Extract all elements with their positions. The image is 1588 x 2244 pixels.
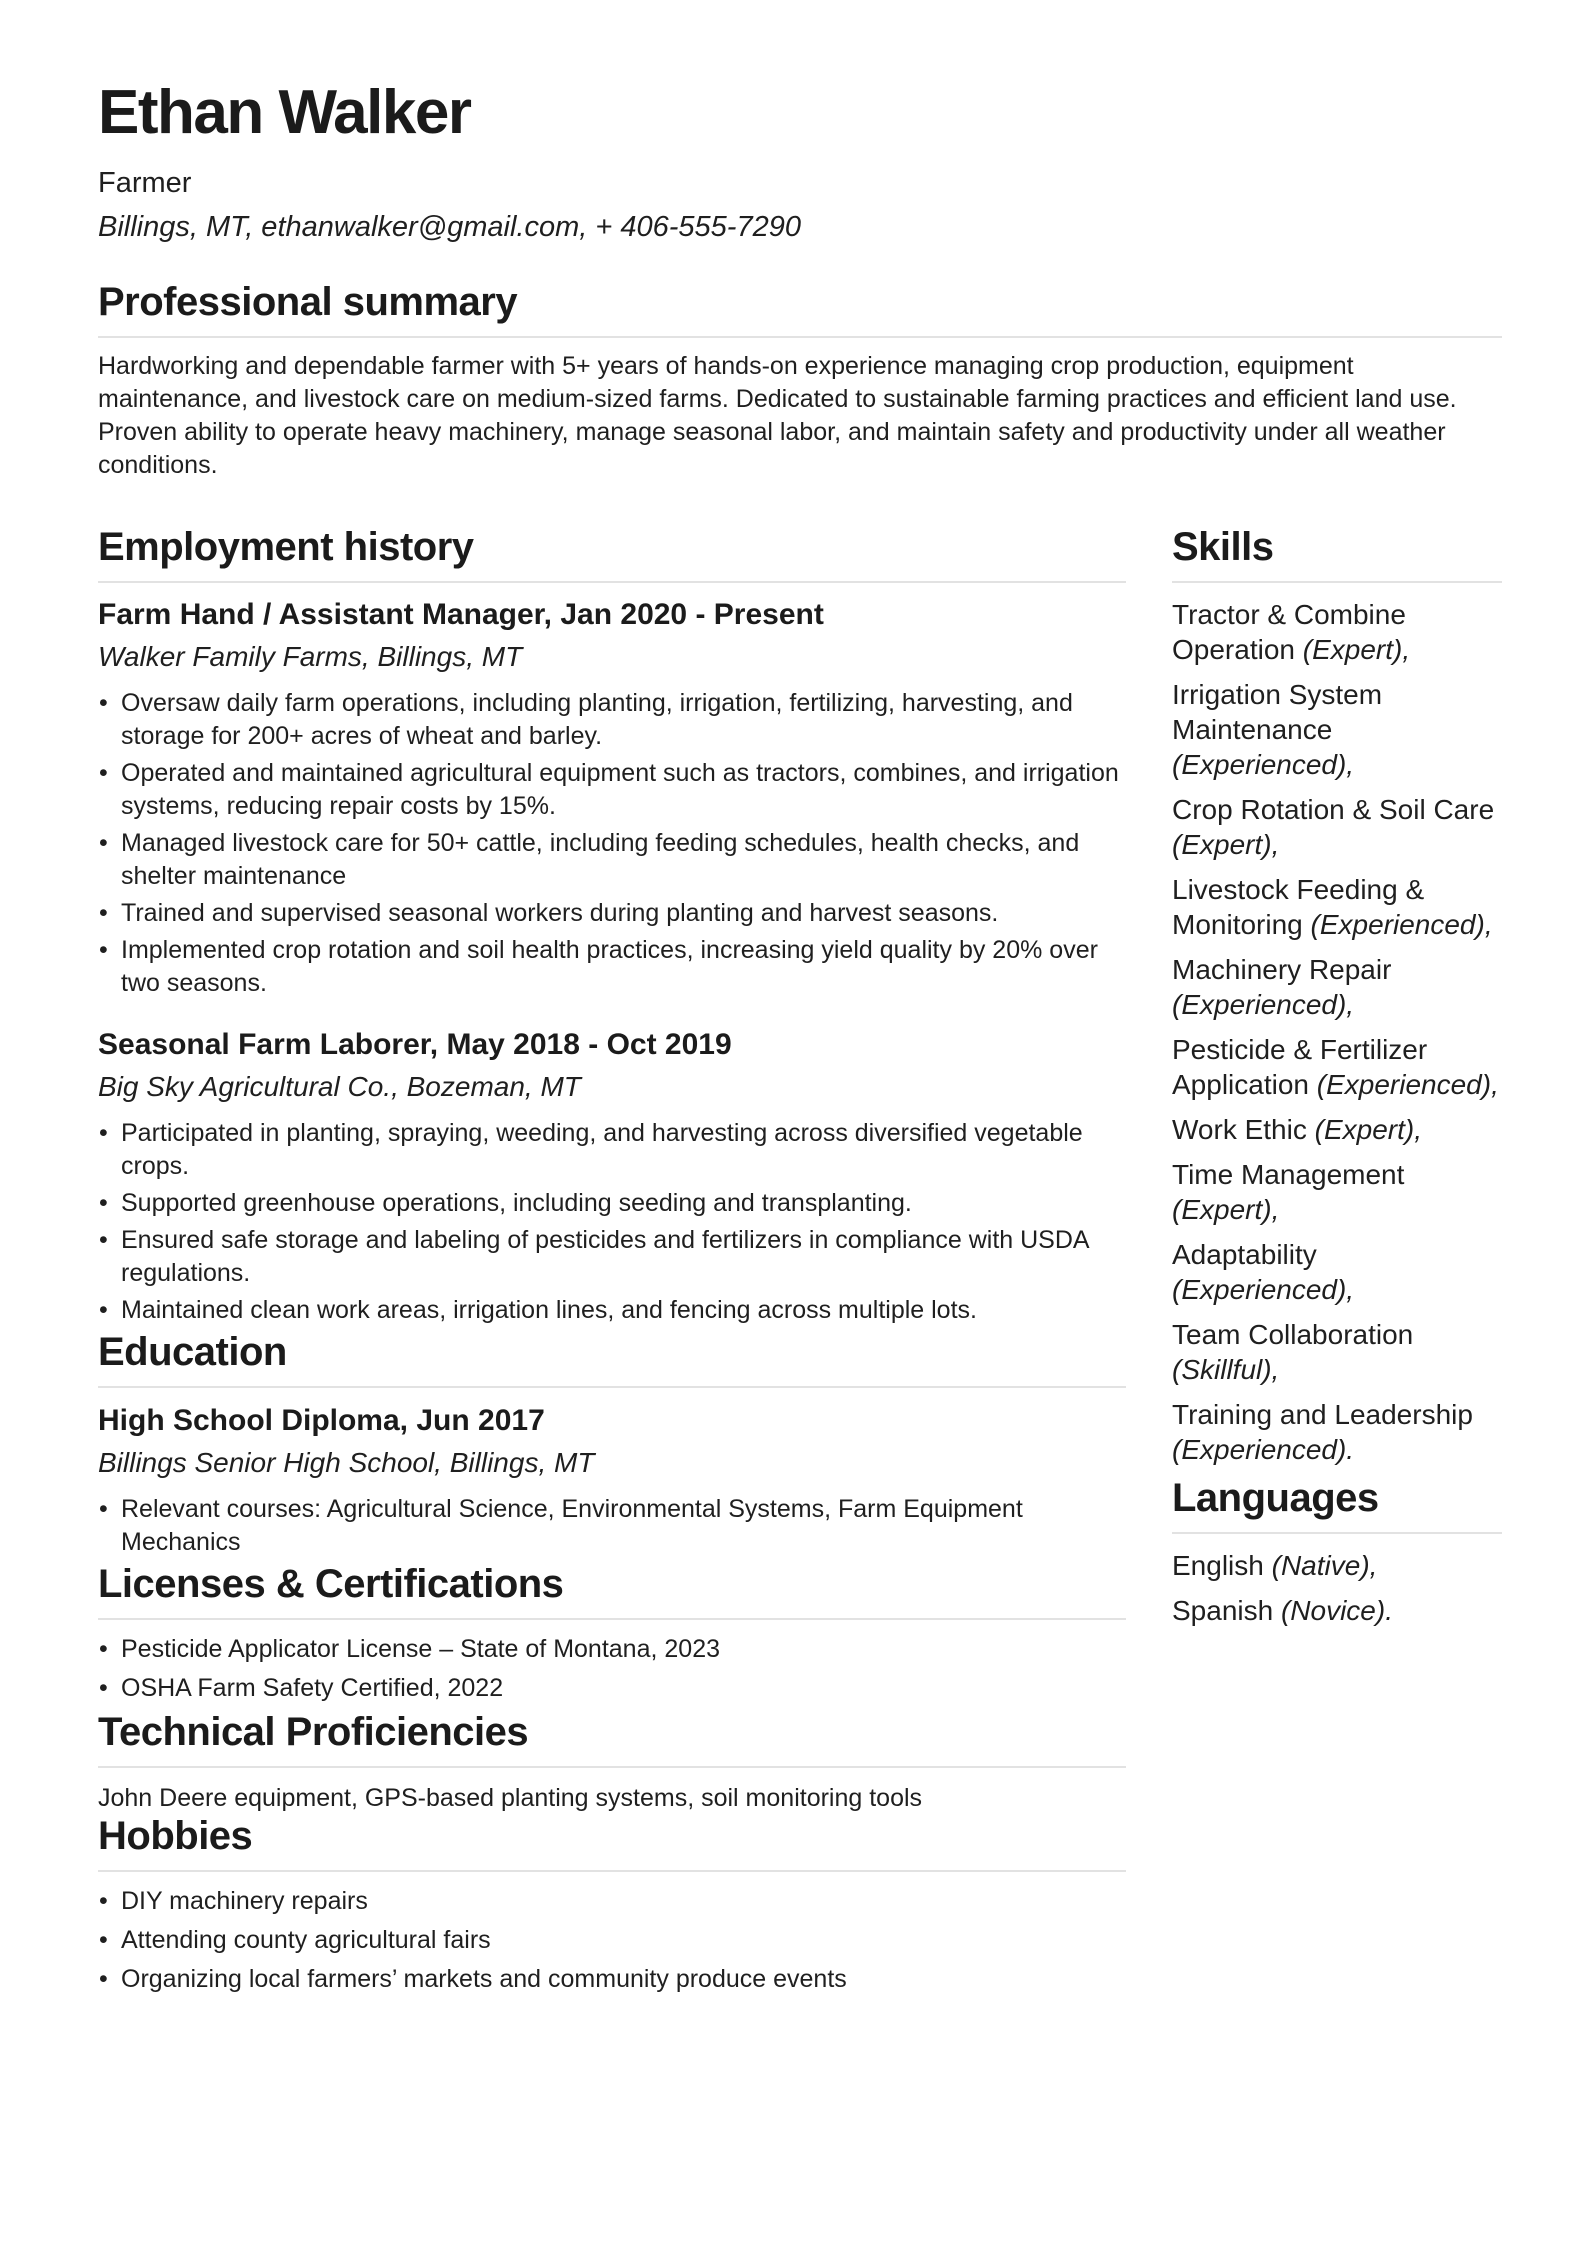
skill-name: Team Collaboration [1172,1318,1414,1350]
hobbies-list [98,1885,1126,1996]
job-company: Walker Family Farms, Billings, MT [98,641,523,673]
skill-item [1172,1157,1502,1227]
language-item [1172,1593,1502,1628]
section-hobbies [98,1815,1126,1996]
education-degree: High School Diploma, Jun 2017 [98,1403,545,1437]
candidate-job-title: Farmer [98,167,192,199]
skill-item [1172,1032,1502,1102]
job-bullet: • Operated and maintained agricultural equipment such as tractors, combines, and irrigation systems, reducing repair costs by 15%. [98,757,1126,823]
skill-name: Machinery Repair [1172,953,1392,985]
heading-licenses-certifications: Licenses & Certifications [98,1563,1126,1620]
skill-name: Work Ethic [1172,1113,1307,1145]
job-bullet: • Oversaw daily farm operations, including planting, irrigation, fertilizing, harvesting, and storage for 200+ acres of wheat and barley. [98,687,1126,753]
two-column-area [98,526,1502,2002]
skill-item [1172,1397,1502,1467]
skill-level: (Experienced), [1310,908,1493,940]
skill-level: (Expert), [1302,633,1411,665]
license-item: • OSHA Farm Safety Certified, 2022 [98,1672,1126,1705]
skill-level: (Experienced), [1172,988,1355,1020]
job-bullet: • Trained and supervised seasonal workers during planting and harvest seasons. [98,897,1126,930]
job-bullet: • Maintained clean work areas, irrigation lines, and fencing across multiple lots. [98,1294,1126,1327]
section-employment-history [98,526,1126,1327]
languages-list [1172,1548,1502,1628]
technical-proficiencies-text: John Deere equipment, GPS-based planting systems, soil monitoring tools [98,1783,923,1812]
skill-item [1172,1317,1502,1387]
job-title: Farm Hand / Assistant Manager, Jan 2020 - Present [98,597,824,631]
section-languages [1172,1477,1502,1628]
contact-line: Billings, MT, ethanwalker@gmail.com, + 406-555-7290 [98,210,801,243]
job-bullet: • Ensured safe storage and labeling of pesticides and fertilizers in compliance with USDA regulations. [98,1224,1126,1290]
skill-level: (Skillful), [1172,1353,1280,1385]
resume-header [98,78,1502,245]
skill-level: (Experienced). [1172,1433,1355,1465]
skill-item [1172,792,1502,862]
job-bullet: • Supported greenhouse operations, including seeding and transplanting. [98,1187,1126,1220]
education-entry [98,1404,1126,1559]
education-bullet: • Relevant courses: Agricultural Science, Environmental Systems, Farm Equipment Mechanics [98,1493,1126,1559]
language-level: (Novice). [1280,1594,1393,1626]
section-education [98,1331,1126,1559]
heading-education: Education [98,1331,1126,1388]
heading-hobbies: Hobbies [98,1815,1126,1872]
skills-list [1172,597,1502,1467]
section-licenses-certifications [98,1563,1126,1705]
job-bullet: • Participated in planting, spraying, weeding, and harvesting across diversified vegetable crops. [98,1117,1126,1183]
skill-name: Livestock Feeding & Monitoring [1172,873,1425,940]
job-title: Seasonal Farm Laborer, May 2018 - Oct 2019 [98,1027,732,1061]
education-bullet-list [98,1493,1126,1559]
skill-name: Tractor & Combine Operation [1172,598,1406,665]
hobby-item: • Attending county agricultural fairs [98,1924,1126,1957]
job-bullet: • Managed livestock care for 50+ cattle, including feeding schedules, health checks, and shelter maintenance [98,827,1126,893]
skill-name: Adaptability [1172,1238,1317,1270]
skill-level: (Experienced), [1172,748,1355,780]
hobby-item: • DIY machinery repairs [98,1885,1126,1918]
skill-item [1172,1112,1502,1147]
skill-item [1172,677,1502,782]
education-school: Billings Senior High School, Billings, MT [98,1447,595,1479]
skill-item [1172,597,1502,667]
skill-level: (Expert), [1314,1113,1422,1145]
summary-text: Hardworking and dependable farmer with 5+ years of hands-on experience managing crop production, equipment maintenance, and livestock care on medium-sized farms. Dedicated to sustainable farming practices and efficient land use. Proven ability to operate heavy machinery, manage seasonal labor, and maintain safety and productivity under all weather conditions. [98,351,1457,479]
licenses-list [98,1633,1126,1705]
skill-item [1172,952,1502,1022]
language-name: English [1172,1549,1264,1581]
job-company: Big Sky Agricultural Co., Bozeman, MT [98,1071,581,1103]
skill-level: (Expert), [1172,1193,1280,1225]
skill-level: (Experienced), [1172,1273,1355,1305]
sidebar-column [1172,526,1502,1638]
heading-languages: Languages [1172,1477,1502,1534]
skill-name: Crop Rotation & Soil Care [1172,793,1495,825]
skill-item [1172,872,1502,942]
skill-item [1172,1237,1502,1307]
skill-name: Pesticide & Fertilizer Application [1172,1033,1428,1100]
section-technical-proficiencies [98,1711,1126,1815]
skill-level: (Experienced), [1316,1068,1499,1100]
section-skills [1172,526,1502,1467]
license-item: • Pesticide Applicator License – State of Montana, 2023 [98,1633,1126,1666]
heading-technical-proficiencies: Technical Proficiencies [98,1711,1126,1768]
heading-skills: Skills [1172,526,1502,583]
heading-professional-summary: Professional summary [98,281,1502,338]
main-column [98,526,1126,2002]
hobby-item: • Organizing local farmers’ markets and community produce events [98,1963,1126,1996]
job-entry [98,598,1126,1000]
job-entry [98,1028,1126,1327]
language-item [1172,1548,1502,1583]
skill-level: (Expert), [1172,828,1280,860]
language-name: Spanish [1172,1594,1274,1626]
language-level: (Native), [1271,1549,1378,1581]
job-bullet-list [98,1117,1126,1327]
candidate-name: Ethan Walker [98,78,471,147]
skill-name: Training and Leadership [1172,1398,1473,1430]
skill-name: Time Management [1172,1158,1405,1190]
skill-name: Irrigation System Maintenance [1172,678,1383,745]
job-bullet-list [98,687,1126,1000]
section-professional-summary [98,281,1502,482]
heading-employment-history: Employment history [98,526,1126,583]
job-bullet: • Implemented crop rotation and soil health practices, increasing yield quality by 20% over two seasons. [98,934,1126,1000]
